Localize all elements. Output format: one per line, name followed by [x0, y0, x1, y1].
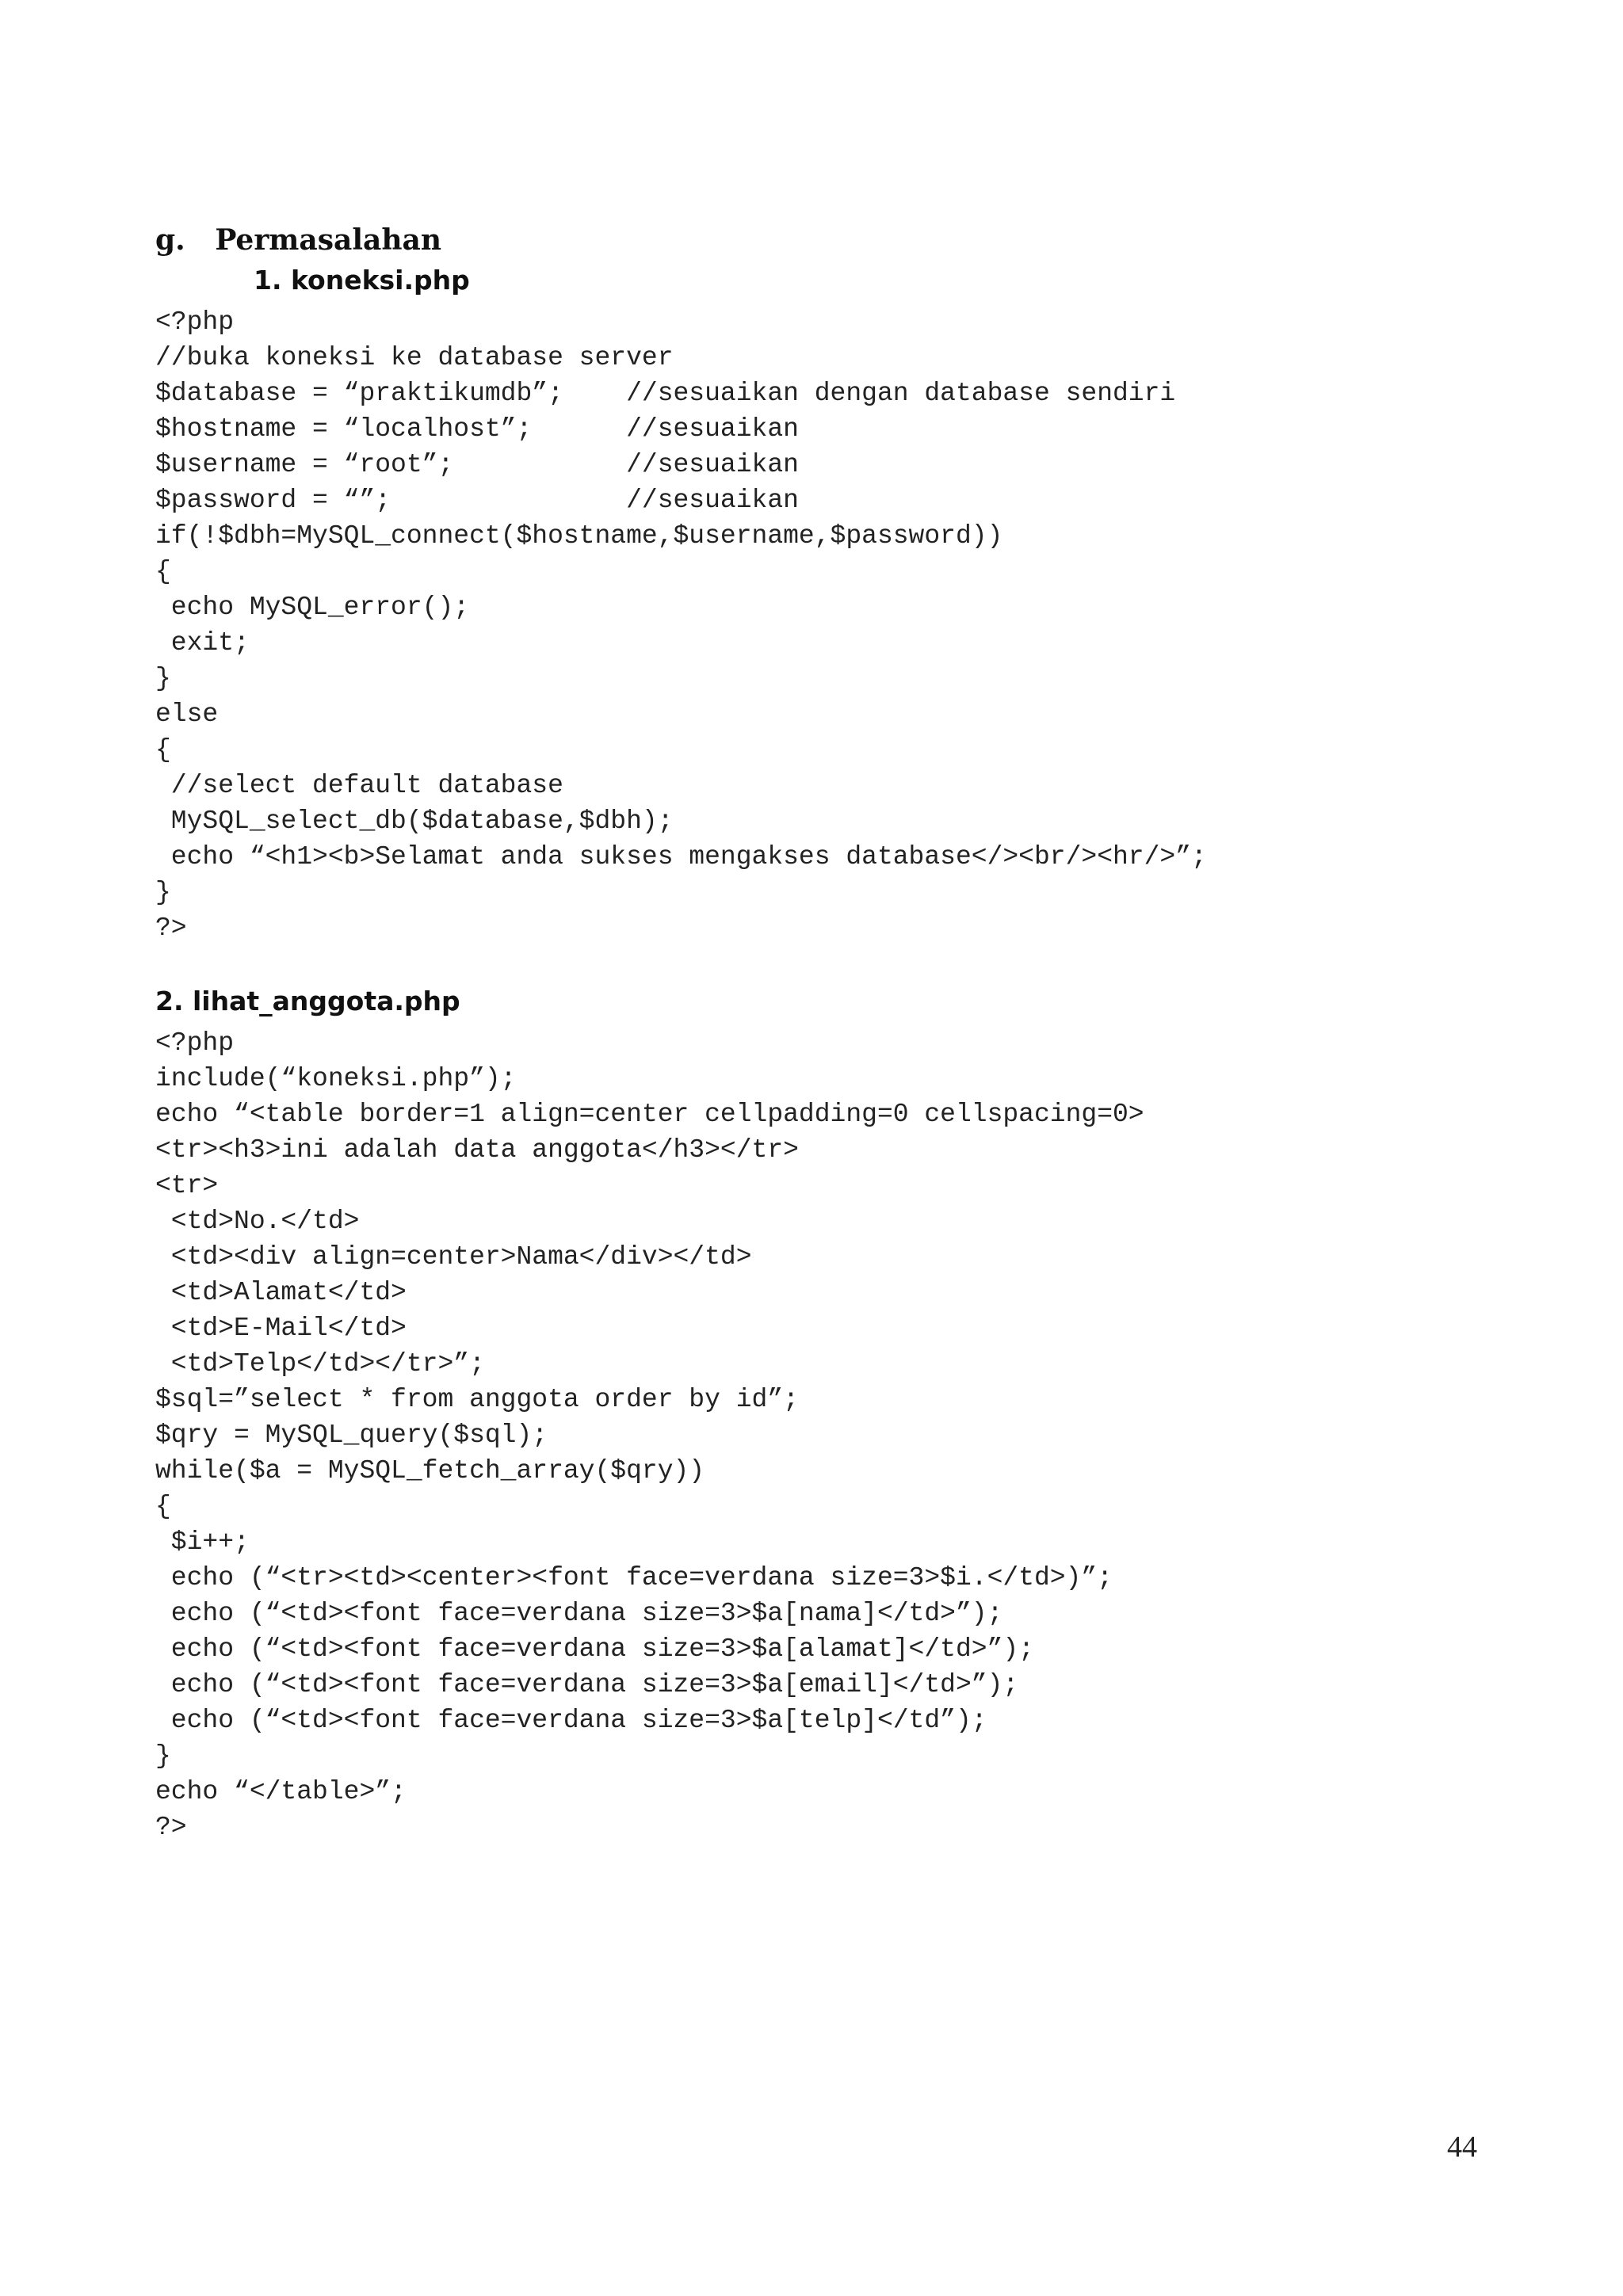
code-line: { [155, 735, 171, 765]
file-heading-koneksi: 1. koneksi.php [254, 265, 470, 296]
code-line: <td>E-Mail</td> [155, 1314, 407, 1343]
code-line: } [155, 1741, 171, 1771]
code-line: $password = “”; //sesuaikan [155, 486, 799, 515]
code-line: <td>Alamat</td> [155, 1278, 407, 1307]
code-line: echo (“<td><font face=verdana size=3>$a[telp]</td”); [155, 1706, 987, 1735]
code-line: while($a = MySQL_fetch_array($qry)) [155, 1456, 705, 1486]
code-line: //select default database [155, 771, 563, 800]
code-line: $hostname = “localhost”; //sesuaikan [155, 414, 799, 444]
code-line: echo (“<td><font face=verdana size=3>$a[nama]</td>”); [155, 1599, 1003, 1628]
code-line: exit; [155, 628, 250, 658]
code-line: else [155, 700, 219, 729]
section-title: Permasalahan [215, 223, 441, 257]
code-line: MySQL_select_db($database,$dbh); [155, 807, 674, 836]
code-line: { [155, 557, 171, 586]
code-line: <?php [155, 307, 235, 337]
code-line: <tr><h3>ini adalah data anggota</h3></tr> [155, 1135, 799, 1165]
code-line: echo MySQL_error(); [155, 593, 470, 622]
code-line: echo “<h1><b>Selamat anda sukses mengakses database</><br/><hr/>”; [155, 842, 1207, 871]
code-line: $i++; [155, 1527, 250, 1557]
file-heading-lihat-anggota: 2. lihat_anggota.php [155, 986, 460, 1016]
code-line: $database = “praktikumdb”; //sesuaikan dengan database sendiri [155, 379, 1176, 408]
code-line: <?php [155, 1028, 235, 1058]
section-heading-gap [185, 223, 216, 257]
code-line: echo “<table border=1 align=center cellpadding=0 cellspacing=0> [155, 1100, 1144, 1129]
code-line: //buka koneksi ke database server [155, 343, 674, 372]
code-line: echo “</table>”; [155, 1777, 407, 1806]
code-block-lihat-anggota [155, 1025, 1144, 1845]
code-line: <td>Telp</td></tr>”; [155, 1349, 485, 1379]
code-line: echo (“<td><font face=verdana size=3>$a[alamat]</td>”); [155, 1634, 1034, 1664]
code-line: $username = “root”; //sesuaikan [155, 450, 799, 479]
code-line: ?> [155, 913, 187, 943]
code-line: <td><div align=center>Nama</div></td> [155, 1242, 752, 1272]
code-line: $qry = MySQL_query($sql); [155, 1421, 548, 1450]
code-line: } [155, 664, 171, 693]
code-line: <td>No.</td> [155, 1207, 360, 1236]
code-line: include(“koneksi.php”); [155, 1064, 517, 1093]
code-line: $sql=”select * from anggota order by id”; [155, 1385, 799, 1414]
section-label: g. [155, 223, 185, 257]
section-heading [155, 223, 441, 257]
code-line: echo (“<td><font face=verdana size=3>$a[email]</td>”); [155, 1670, 1019, 1699]
code-line: echo (“<tr><td><center><font face=verdana size=3>$i.</td>)”; [155, 1563, 1113, 1592]
page-number: 44 [1447, 2130, 1477, 2164]
code-line: ?> [155, 1813, 187, 1842]
code-block-koneksi [155, 304, 1207, 946]
code-line: <tr> [155, 1171, 219, 1200]
code-line: } [155, 878, 171, 907]
code-line: { [155, 1492, 171, 1521]
code-line: if(!$dbh=MySQL_connect($hostname,$username,$password)) [155, 521, 1003, 551]
